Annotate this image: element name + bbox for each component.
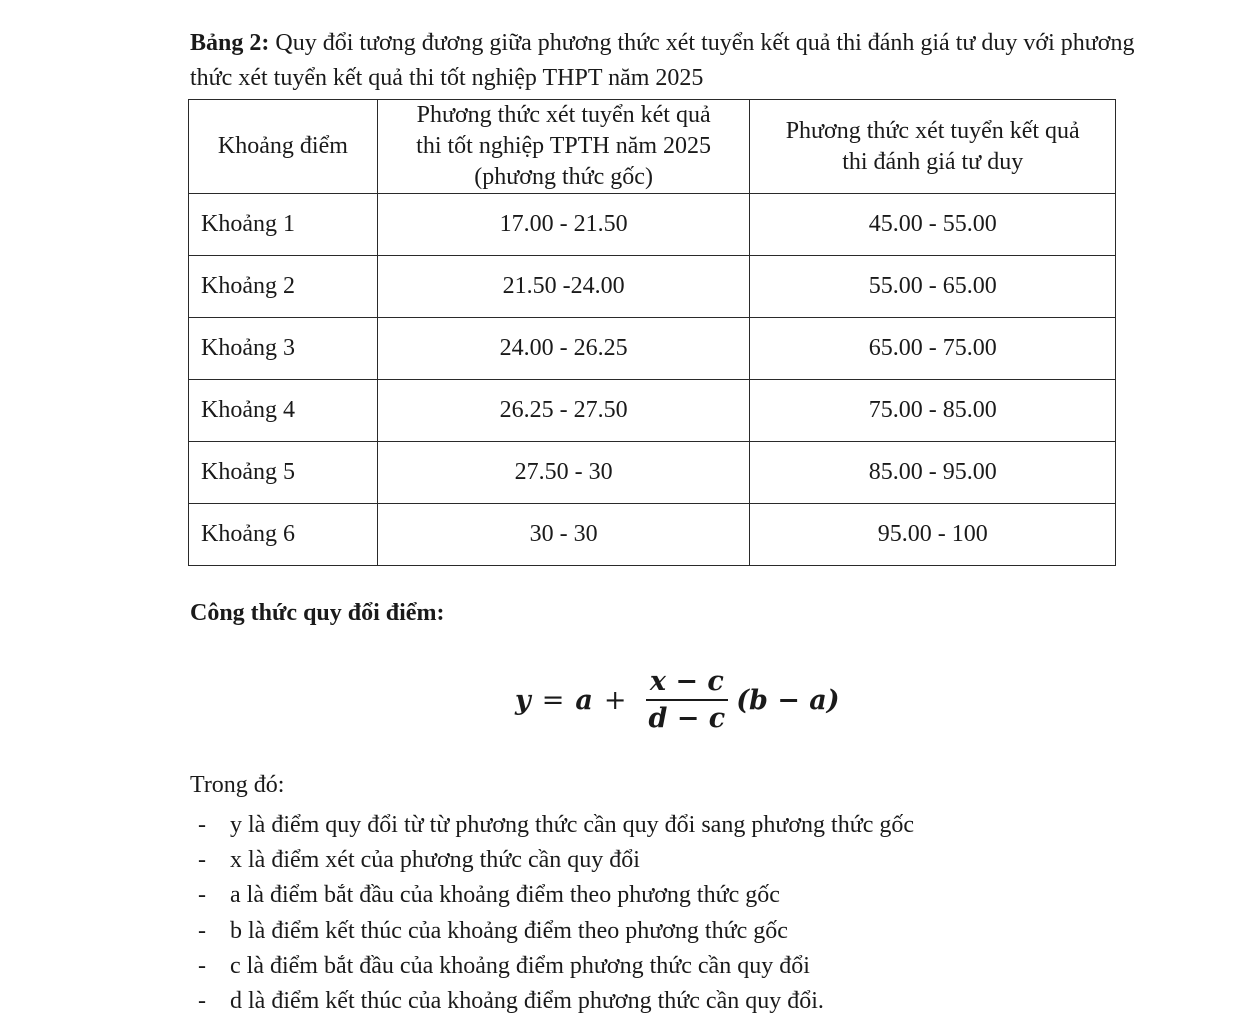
table-row [189, 380, 1116, 442]
tsa-cell: 45.00 - 55.00 [750, 194, 1116, 256]
table-caption [190, 26, 1150, 96]
definition-text: y là điểm quy đổi từ từ phương thức cần quy đổi sang phương thức gốc [230, 812, 914, 838]
header-range-label: Khoảng điểm [217, 133, 348, 159]
definition-text: x là điểm xét của phương thức cần quy đổi [230, 847, 640, 874]
range-cell: Khoảng 1 [189, 194, 378, 256]
header-thpt-line1: Phương thức xét tuyển két quả [416, 102, 711, 128]
header-tsa-method [750, 100, 1116, 194]
formula-fraction [644, 666, 729, 734]
caption-text: Quy đổi tương đương giữa phương thức xét tuyển kết quả thi đánh giá tư duy với phương thức xét tuyển kết quả thi tốt nghiệp THPT năm 2025 [190, 30, 1135, 91]
formula-equals: = [541, 684, 565, 716]
definition-text: d là điểm kết thúc của khoảng điểm phương thức cần quy đổi. [230, 987, 824, 1014]
range-cell: Khoảng 6 [189, 504, 378, 566]
list-item [190, 808, 914, 843]
header-range [189, 100, 378, 194]
header-thpt-line3: (phương thức gốc) [474, 164, 653, 190]
formula-numerator: x − c [646, 666, 728, 701]
dash-bullet: - [198, 987, 206, 1014]
dash-bullet: - [198, 952, 206, 979]
table-row [189, 504, 1116, 566]
table-row [189, 442, 1116, 504]
thpt-cell: 24.00 - 26.25 [377, 318, 750, 380]
dash-bullet: - [198, 917, 206, 944]
definition-text: c là điểm bắt đầu của khoảng điểm phương thức cần quy đổi [230, 952, 810, 979]
thpt-cell: 30 - 30 [377, 504, 750, 566]
range-cell: Khoảng 3 [189, 318, 378, 380]
tsa-cell: 85.00 - 95.00 [750, 442, 1116, 504]
thpt-cell: 27.50 - 30 [377, 442, 750, 504]
table-row [189, 194, 1116, 256]
list-item [190, 914, 914, 949]
range-cell: Khoảng 2 [189, 256, 378, 318]
tsa-cell: 65.00 - 75.00 [750, 318, 1116, 380]
tsa-cell: 95.00 - 100 [750, 504, 1116, 566]
definitions-list [190, 808, 914, 1019]
thpt-cell: 17.00 - 21.50 [377, 194, 750, 256]
list-item [190, 843, 914, 878]
list-item [190, 878, 914, 913]
formula-denominator: d − c [648, 703, 726, 734]
range-cell: Khoảng 5 [189, 442, 378, 504]
definitions-intro: Trong đó: [190, 772, 285, 798]
dash-bullet: - [198, 882, 206, 909]
tsa-cell: 55.00 - 65.00 [750, 256, 1116, 318]
list-item [190, 949, 914, 984]
formula-title: Công thức quy đổi điểm: [190, 600, 445, 626]
list-item [190, 984, 914, 1019]
formula-y: y [515, 684, 531, 716]
definition-text: b là điểm kết thúc của khoảng điểm theo phương thức gốc [230, 917, 788, 944]
table-row [189, 256, 1116, 318]
range-cell: Khoảng 4 [189, 380, 378, 442]
header-thpt-line2: thi tốt nghiệp TPTH năm 2025 [416, 133, 712, 159]
thpt-cell: 21.50 -24.00 [377, 256, 750, 318]
formula-factor: (b − a) [736, 684, 840, 716]
header-tsa-line2: thi đánh giá tư duy [842, 148, 1024, 175]
table-header-row [189, 100, 1116, 194]
header-thpt-method [377, 100, 750, 194]
tsa-cell: 75.00 - 85.00 [750, 380, 1116, 442]
conversion-table [188, 99, 1116, 566]
conversion-formula [512, 666, 843, 734]
definition-text: a là điểm bắt đầu của khoảng điểm theo phương thức gốc [230, 882, 780, 909]
formula-a: a [575, 684, 593, 716]
header-tsa-line1: Phương thức xét tuyển kết quả [785, 117, 1080, 144]
thpt-cell: 26.25 - 27.50 [377, 380, 750, 442]
table-row [189, 318, 1116, 380]
formula-plus: + [603, 684, 627, 716]
dash-bullet: - [198, 847, 206, 874]
caption-label: Bảng 2: [190, 30, 270, 56]
dash-bullet: - [198, 812, 206, 838]
